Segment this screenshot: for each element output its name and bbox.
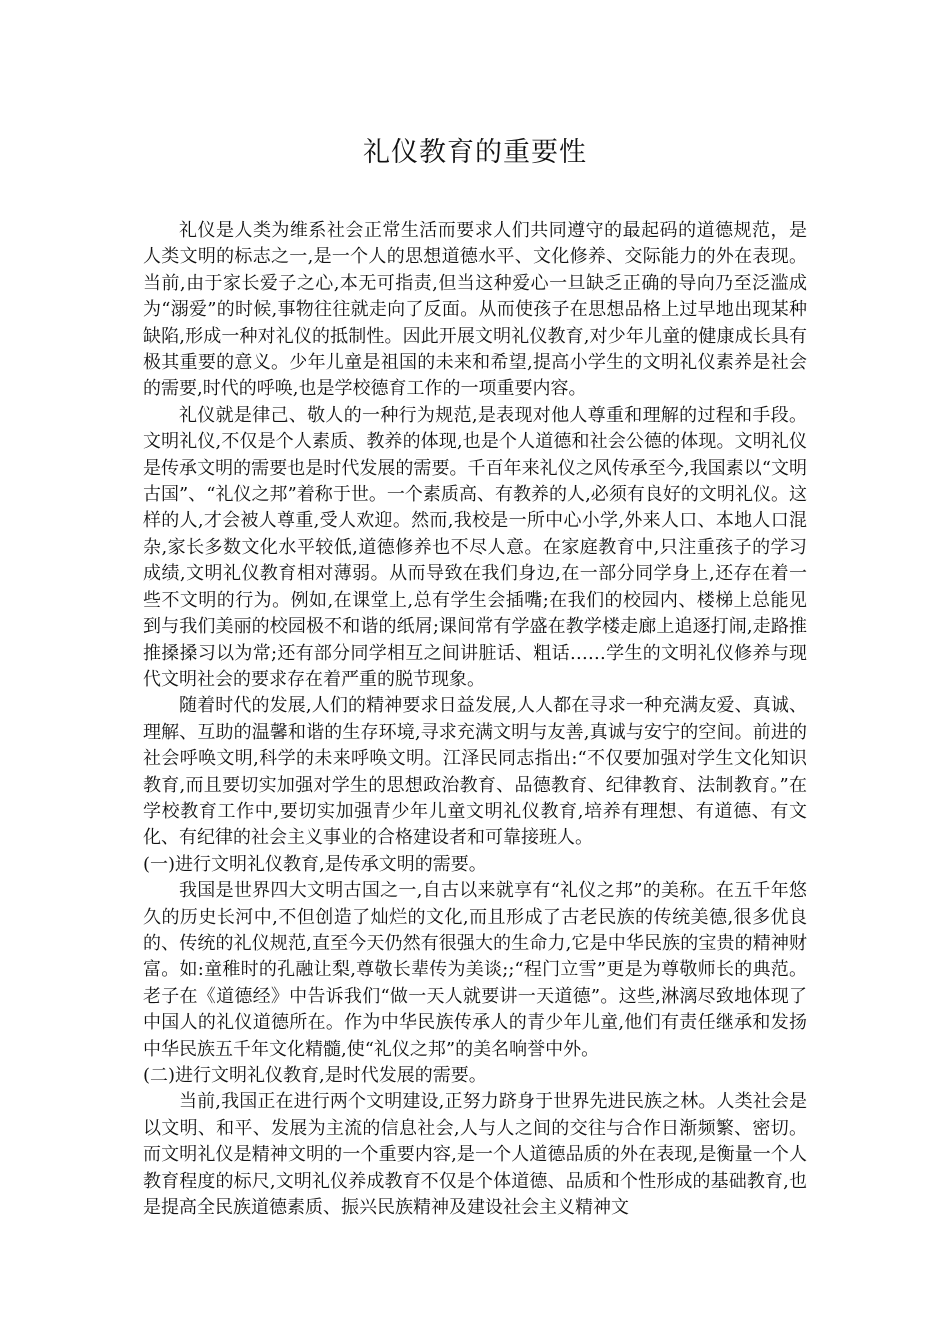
paragraph: 礼仪是人类为维系社会正常生活而要求人们共同遵守的最起码的道德规范，是人类文明的标志之一,是一个人的思想道德水平、文化修养、交际能力的外在表现。当前,由于家长爱子之心,本无可指责,但当这种爱心一旦缺乏正确的导向乃至泛滥成为“溺爱”的时候,事物往往就走向了反面。从而使孩子在思想品格上过早地出现某种缺陷,形成一种对礼仪的抵制性。因此开展文明礼仪教育,对少年儿童的健康成长具有极其重要的意义。少年儿童是祖国的未来和希望,提高小学生的文明礼仪素养是社会的需要,时代的呼唤,也是学校德育工作的一项重要内容。 (143, 220, 807, 400)
document-title: 礼仪教育的重要性 (363, 137, 587, 168)
paragraph: 随着时代的发展,人们的精神要求日益发展,人人都在寻求一种充满友爱、真诚、理解、互助的温馨和谐的生存环境,寻求充满文明与友善,真诚与安宁的空间。前进的社会呼唤文明,科学的未来呼唤文明。江泽民同志指出:“不仅要加强对学生文化知识教育,而且要切实加强对学生的思想政治教育、品德教育、纪律教育、法制教育。”在学校教育工作中,要切实加强青少年儿童文明礼仪教育,培养有理想、有道德、有文化、有纪律的社会主义事业的合格建设者和可靠接班人。 (143, 695, 807, 849)
document-body (143, 218, 807, 1221)
paragraph: 当前,我国正在进行两个文明建设,正努力跻身于世界先进民族之林。人类社会是以文明、和平、发展为主流的信息社会,人与人之间的交往与合作日渐频繁、密切。而文明礼仪是精神文明的一个重要内容,是一个人道德品质的外在表现,是衡量一个人教育程度的标尺,文明礼仪养成教育不仅是个体道德、品质和个性形成的基础教育,也是提高全民族道德素质、振兴民族精神及建设社会主义精神文 (143, 1091, 807, 1219)
section-heading: (一)进行文明礼仪教育,是传承文明的需要。 (143, 853, 487, 875)
section-heading: (二)进行文明礼仪教育,是时代发展的需要。 (143, 1065, 487, 1086)
paragraph: 我国是世界四大文明古国之一,自古以来就享有“礼仪之邦”的美称。在五千年悠久的历史长河中,不但创造了灿烂的文化,而且形成了古老民族的传统美德,很多优良的、传统的礼仪规范,直至今天仍然有很强大的生命力,它是中华民族的宝贵的精神财富。如:童稚时的孔融让梨,尊敬长辈传为美谈;;“程门立雪”更是为尊敬师长的典范。老子在《道德经》中告诉我们“做一天人就要讲一天道德”。这些,淋漓尽致地体现了中国人的礼仪道德所在。作为中华民族传承人的青少年儿童,他们有责任继承和发扬中华民族五千年文化精髓,使“礼仪之邦”的美名响誉中外。 (143, 880, 807, 1060)
paragraph: 礼仪就是律己、敬人的一种行为规范,是表现对他人尊重和理解的过程和手段。文明礼仪,不仅是个人素质、教养的体现,也是个人道德和社会公德的体现。文明礼仪是传承文明的需要也是时代发展的需要。千百年来礼仪之风传承至今,我国素以“文明古国”、“礼仪之邦”着称于世。一个素质高、有教养的人,必须有良好的文明礼仪。这样的人,才会被人尊重,受人欢迎。然而,我校是一所中心小学,外来人口、本地人口混杂,家长多数文化水平较低,道德修养也不尽人意。在家庭教育中,只注重孩子的学习成绩,文明礼仪教育相对薄弱。从而导致在我们身边,在一部分同学身上,还存在着一些不文明的行为。例如,在课堂上,总有学生会插嘴;在我们的校园内、楼梯上总能见到与我们美丽的校园极不和谐的纸屑;课间常有学盛在教学楼走廊上追逐打闹,走路推推搡搡习以为常;还有部分同学相互之间讲脏话、粗话……学生的文明礼仪修养与现代文明社会的要求存在着严重的脱节现象。 (143, 404, 807, 690)
